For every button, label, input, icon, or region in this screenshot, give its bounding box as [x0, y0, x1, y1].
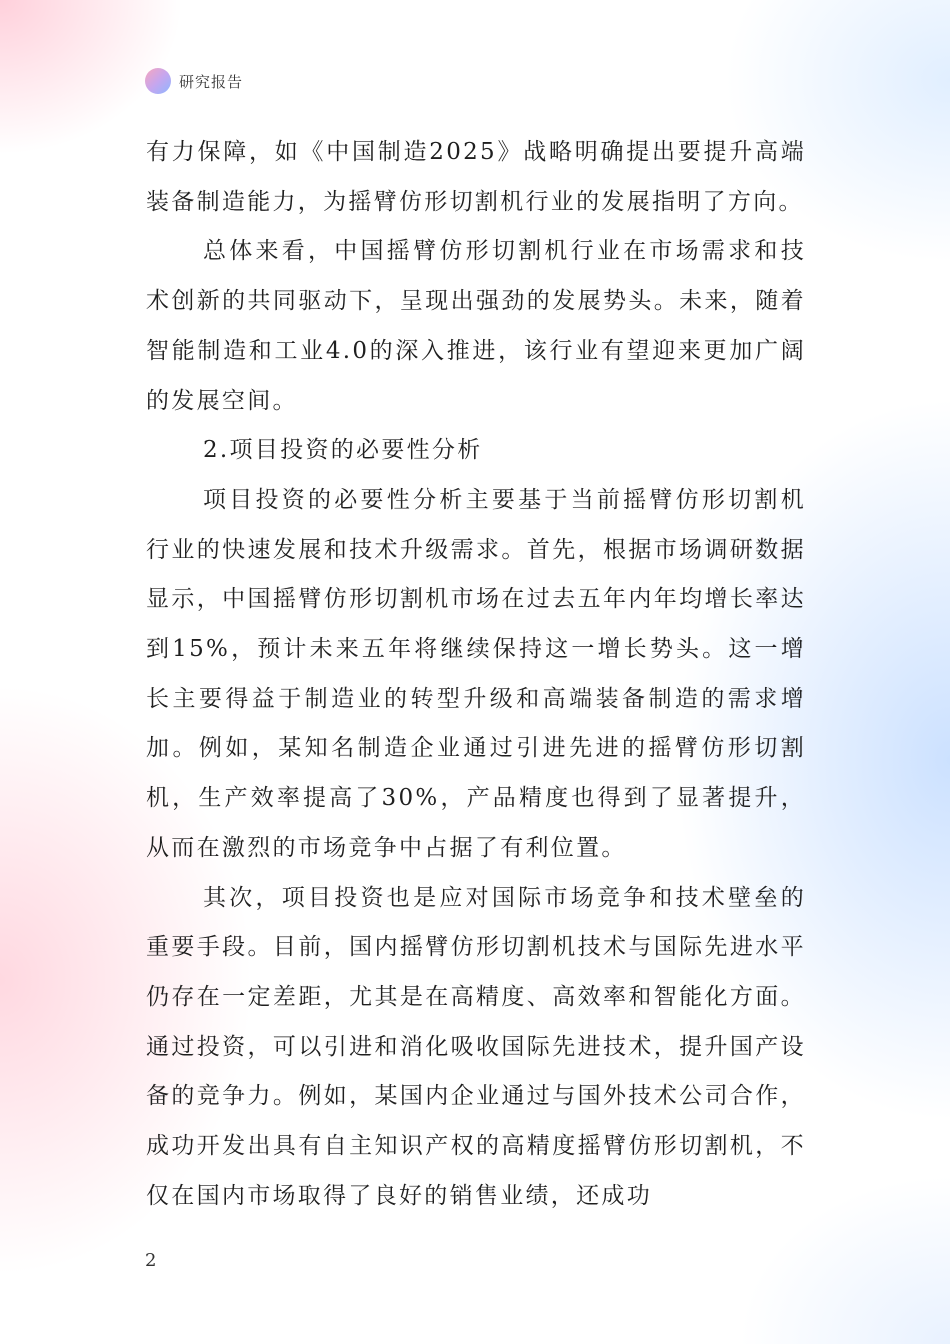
paragraph-necessity: 项目投资的必要性分析主要基于当前摇臂仿形切割机行业的快速发展和技术升级需求。首先，根据市场调研数据显示，中国摇臂仿形切割机市场在过去五年内年均增长率达到15%，预计未来五年将继续保持这一增长势头。这一增长主要得益于制造业的转型升级和高端装备制造的需求增加。例如，某知名制造企业通过引进先进的摇臂仿形切割机，生产效率提高了30%，产品精度也得到了显著提升，从而在激烈的市场竞争中占据了有利位置。: [146, 486, 806, 861]
logo-icon: [145, 68, 171, 94]
document-body: [146, 128, 806, 1221]
paragraph-continuation: 有力保障，如《中国制造2025》战略明确提出要提升高端装备制造能力，为摇臂仿形切割机行业的发展指明了方向。: [146, 139, 806, 215]
header-title: 研究报告: [179, 72, 244, 91]
paragraph-summary: 总体来看，中国摇臂仿形切割机行业在市场需求和技术创新的共同驱动下，呈现出强劲的发展势头。未来，随着智能制造和工业4.0的深入推进，该行业有望迎来更加广阔的发展空间。: [146, 238, 806, 414]
page-number: 2: [145, 1250, 157, 1271]
page-header: [145, 68, 243, 94]
paragraph-competition: 其次，项目投资也是应对国际市场竞争和技术壁垒的重要手段。目前，国内摇臂仿形切割机技术与国际先进水平仍存在一定差距，尤其是在高精度、高效率和智能化方面。通过投资，可以引进和消化吸收国际先进技术，提升国产设备的竞争力。例如，某国内企业通过与国外技术公司合作，成功开发出具有自主知识产权的高精度摇臂仿形切割机，不仅在国内市场取得了良好的销售业绩，还成功: [146, 884, 806, 1209]
section-heading: 2.项目投资的必要性分析: [203, 437, 483, 464]
